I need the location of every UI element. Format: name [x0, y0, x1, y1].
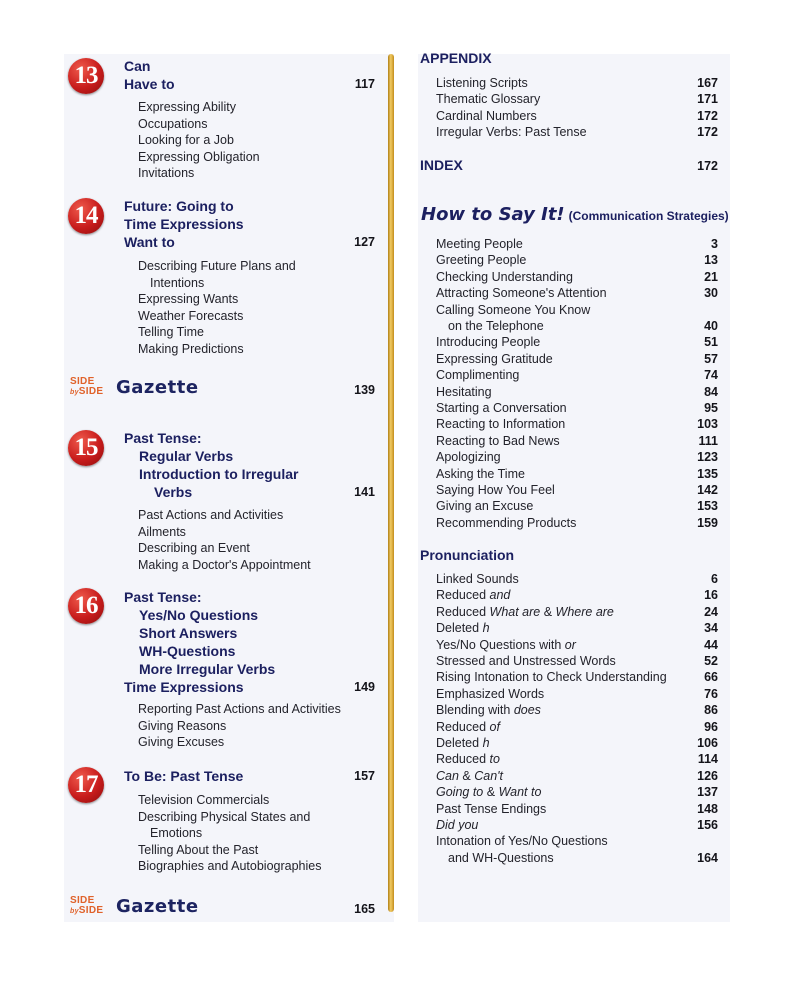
- unit-17-page[interactable]: 157: [354, 769, 375, 783]
- appendix-item-page[interactable]: 172: [697, 108, 718, 123]
- strategy-item-page[interactable]: 159: [697, 515, 718, 530]
- pronunciation-item[interactable]: Reduced to: [436, 752, 500, 767]
- appendix-item-page[interactable]: 171: [697, 92, 718, 107]
- strategy-item[interactable]: Greeting People: [436, 253, 527, 268]
- strategy-item-page[interactable]: 84: [704, 384, 718, 399]
- strategy-item[interactable]: Recommending Products: [436, 515, 577, 530]
- pronunciation-item-page[interactable]: 164: [697, 850, 718, 865]
- pronunciation-item[interactable]: Intonation of Yes/No Questions: [436, 834, 608, 849]
- unit-17-title: To Be: Past Tense: [124, 768, 244, 784]
- unit-17-topic: Emotions: [150, 826, 203, 840]
- strategy-item[interactable]: Expressing Gratitude: [436, 351, 553, 366]
- unit-13-title: Can: [124, 58, 151, 74]
- pronunciation-item[interactable]: Can & Can't: [436, 768, 504, 783]
- gazette-logo: [70, 896, 210, 920]
- index-page[interactable]: 172: [697, 159, 718, 173]
- unit-17-topic: Television Commercials: [138, 793, 270, 807]
- appendix-heading: APPENDIX: [420, 50, 492, 66]
- strategy-item[interactable]: Attracting Someone's Attention: [436, 286, 607, 301]
- unit-13-topic: Occupations: [138, 116, 208, 131]
- pronunciation-item-page[interactable]: 66: [704, 670, 718, 685]
- pronunciation-item[interactable]: Deleted h: [436, 621, 490, 636]
- pronunciation-item-page[interactable]: 137: [697, 785, 718, 800]
- pronunciation-heading: Pronunciation: [420, 547, 515, 563]
- unit-14-topic: Intentions: [150, 275, 205, 290]
- unit-16-title: More Irregular Verbs: [139, 661, 276, 677]
- unit-13-title: Have to: [124, 76, 175, 92]
- pronunciation-item[interactable]: Blending with does: [436, 703, 541, 718]
- unit-17-badge: 17: [68, 767, 104, 803]
- unit-13-page[interactable]: 117: [354, 77, 375, 91]
- unit-16-topic: Reporting Past Actions and Activities: [138, 702, 341, 716]
- unit-13-badge: 13: [68, 58, 104, 94]
- strategy-item[interactable]: Apologizing: [436, 450, 501, 465]
- strategy-item-page[interactable]: 95: [704, 401, 718, 415]
- strategy-item[interactable]: Reacting to Information: [436, 417, 566, 432]
- pronunciation-item[interactable]: Going to & Want to: [436, 785, 542, 800]
- unit-14-page[interactable]: 127: [354, 235, 375, 249]
- pronunciation-item-page[interactable]: 114: [697, 752, 718, 767]
- unit-13-topic: Invitations: [138, 166, 195, 180]
- index-heading[interactable]: INDEX: [420, 157, 463, 173]
- strategy-item-page[interactable]: 57: [704, 351, 718, 366]
- pronunciation-item[interactable]: Reduced What are & Where are: [436, 604, 614, 619]
- unit-16-topic: Giving Reasons: [138, 718, 227, 733]
- pronunciation-item[interactable]: Past Tense Endings: [436, 801, 547, 816]
- pronunciation-item[interactable]: Deleted h: [436, 736, 490, 750]
- unit-16-title: WH-Questions: [139, 643, 236, 659]
- unit-14-topic: Expressing Wants: [138, 292, 239, 306]
- unit-14-topic: Describing Future Plans and: [138, 259, 296, 273]
- pronunciation-item[interactable]: Stressed and Unstressed Words: [436, 654, 616, 668]
- strategy-item-page[interactable]: 40: [704, 319, 718, 333]
- gazette-side-mark: SIDE bySIDE: [70, 376, 104, 397]
- strategy-item[interactable]: Reacting to Bad News: [436, 433, 560, 448]
- pronunciation-item[interactable]: Emphasized Words: [436, 686, 545, 701]
- pronunciation-item-page[interactable]: 44: [704, 637, 718, 652]
- how-to-say-it-heading: [421, 204, 729, 225]
- unit-15-page[interactable]: 141: [354, 485, 375, 499]
- strategy-item[interactable]: Asking the Time: [436, 466, 525, 481]
- appendix-item[interactable]: Cardinal Numbers: [436, 108, 537, 123]
- gazette-side-mark: SIDE bySIDE: [70, 895, 104, 916]
- appendix-item-page[interactable]: 167: [697, 76, 718, 90]
- unit-15-title: Regular Verbs: [139, 448, 234, 464]
- appendix-item[interactable]: Listening Scripts: [436, 76, 528, 90]
- unit-15-topic: Describing an Event: [138, 541, 250, 555]
- gold-divider-rule: [388, 54, 394, 912]
- unit-14-topic: Telling Time: [138, 325, 204, 339]
- appendix-item[interactable]: Thematic Glossary: [436, 92, 541, 107]
- strategy-item-page[interactable]: 153: [697, 499, 718, 514]
- strategy-item[interactable]: Giving an Excuse: [436, 499, 534, 514]
- pronunciation-item-page[interactable]: 24: [704, 604, 718, 619]
- strategy-item-page[interactable]: 142: [697, 483, 718, 497]
- strategy-item[interactable]: Complimenting: [436, 368, 520, 383]
- appendix-item-page[interactable]: 172: [697, 125, 718, 140]
- unit-17-topic: Describing Physical States and: [138, 809, 311, 824]
- pronunciation-item-page[interactable]: 148: [697, 801, 718, 816]
- unit-16-title: Time Expressions: [124, 679, 244, 695]
- unit-17-topic: Biographies and Autobiographies: [138, 859, 322, 873]
- gazette-wordmark: Gazette: [116, 377, 199, 398]
- strategy-item[interactable]: Hesitating: [436, 384, 492, 399]
- unit-16-badge: 16: [68, 588, 104, 624]
- pronunciation-item-page[interactable]: 76: [704, 686, 718, 701]
- strategy-item-page[interactable]: 13: [704, 253, 718, 268]
- gazette-page[interactable]: 139: [354, 383, 375, 397]
- unit-15-badge: 15: [68, 430, 104, 466]
- unit-14-title: Future: Going to: [124, 198, 234, 214]
- strategy-item-page[interactable]: 111: [698, 433, 718, 448]
- strategy-item-page[interactable]: 103: [697, 417, 718, 432]
- pronunciation-item[interactable]: Did you: [436, 818, 479, 832]
- unit-14-topic: Weather Forecasts: [138, 308, 244, 323]
- unit-16-title: Past Tense:: [124, 589, 202, 605]
- pronunciation-item[interactable]: and WH-Questions: [448, 850, 554, 865]
- pronunciation-item[interactable]: Rising Intonation to Check Understanding: [436, 670, 667, 685]
- unit-14-badge: 14: [68, 198, 104, 234]
- strategy-item[interactable]: on the Telephone: [448, 319, 544, 333]
- pronunciation-item[interactable]: Linked Sounds: [436, 572, 519, 586]
- strategy-item[interactable]: Starting a Conversation: [436, 401, 567, 415]
- unit-16-page[interactable]: 149: [354, 680, 375, 694]
- gazette-logo: [70, 377, 210, 401]
- unit-14-title: Want to: [124, 234, 175, 250]
- pronunciation-item-page[interactable]: 96: [704, 719, 718, 734]
- gazette-page[interactable]: 165: [354, 902, 375, 916]
- strategy-item-page[interactable]: 74: [704, 368, 718, 383]
- unit-15-title: Past Tense:: [124, 430, 202, 446]
- pronunciation-item[interactable]: Reduced and: [436, 588, 511, 603]
- strategy-item-page[interactable]: 123: [697, 450, 718, 465]
- strategy-item[interactable]: Meeting People: [436, 237, 523, 251]
- strategy-item-page[interactable]: 51: [704, 335, 718, 350]
- unit-17-topic: Telling About the Past: [138, 842, 259, 857]
- unit-16-title: Short Answers: [139, 625, 238, 641]
- pronunciation-item-page[interactable]: 86: [704, 703, 718, 718]
- pronunciation-item[interactable]: Yes/No Questions with or: [436, 637, 576, 652]
- strategy-item[interactable]: Introducing People: [436, 335, 541, 350]
- strategy-item-page[interactable]: 3: [711, 237, 718, 251]
- how-to-say-it-title: How to Say It!: [421, 204, 565, 225]
- unit-13-topic: Expressing Obligation: [138, 149, 260, 164]
- pronunciation-item-page[interactable]: 106: [697, 736, 718, 750]
- unit-15-topic: Making a Doctor's Appointment: [138, 557, 311, 572]
- pronunciation-item-page[interactable]: 156: [697, 818, 718, 832]
- unit-15-topic: Past Actions and Activities: [138, 508, 284, 522]
- unit-14-title: Time Expressions: [124, 216, 244, 232]
- strategy-item-page[interactable]: 135: [697, 466, 718, 481]
- unit-15-title: Introduction to Irregular: [139, 466, 299, 482]
- appendix-item[interactable]: Irregular Verbs: Past Tense: [436, 125, 587, 140]
- unit-15-topic: Ailments: [138, 524, 186, 539]
- unit-13-topic: Looking for a Job: [138, 133, 234, 147]
- pronunciation-item-page[interactable]: 52: [704, 654, 718, 668]
- unit-16-title: Yes/No Questions: [139, 607, 259, 623]
- strategy-item-page[interactable]: 21: [704, 269, 718, 284]
- pronunciation-item-page[interactable]: 34: [704, 621, 718, 636]
- pronunciation-item-page[interactable]: 6: [711, 572, 718, 586]
- unit-15-title: Verbs: [154, 484, 193, 500]
- how-to-say-it-subtitle: (Communication Strategies): [568, 209, 729, 223]
- pronunciation-item-page[interactable]: 126: [697, 768, 718, 783]
- unit-14-topic: Making Predictions: [138, 341, 244, 356]
- strategy-item[interactable]: Calling Someone You Know: [436, 302, 591, 317]
- strategy-item-page[interactable]: 30: [704, 286, 718, 301]
- strategy-item[interactable]: Checking Understanding: [436, 269, 573, 284]
- pronunciation-item[interactable]: Reduced of: [436, 719, 500, 734]
- strategy-item[interactable]: Saying How You Feel: [436, 483, 555, 497]
- pronunciation-item-page[interactable]: 16: [704, 588, 718, 603]
- gazette-wordmark: Gazette: [116, 896, 199, 917]
- unit-16-topic: Giving Excuses: [138, 735, 225, 749]
- unit-13-topic: Expressing Ability: [138, 100, 236, 114]
